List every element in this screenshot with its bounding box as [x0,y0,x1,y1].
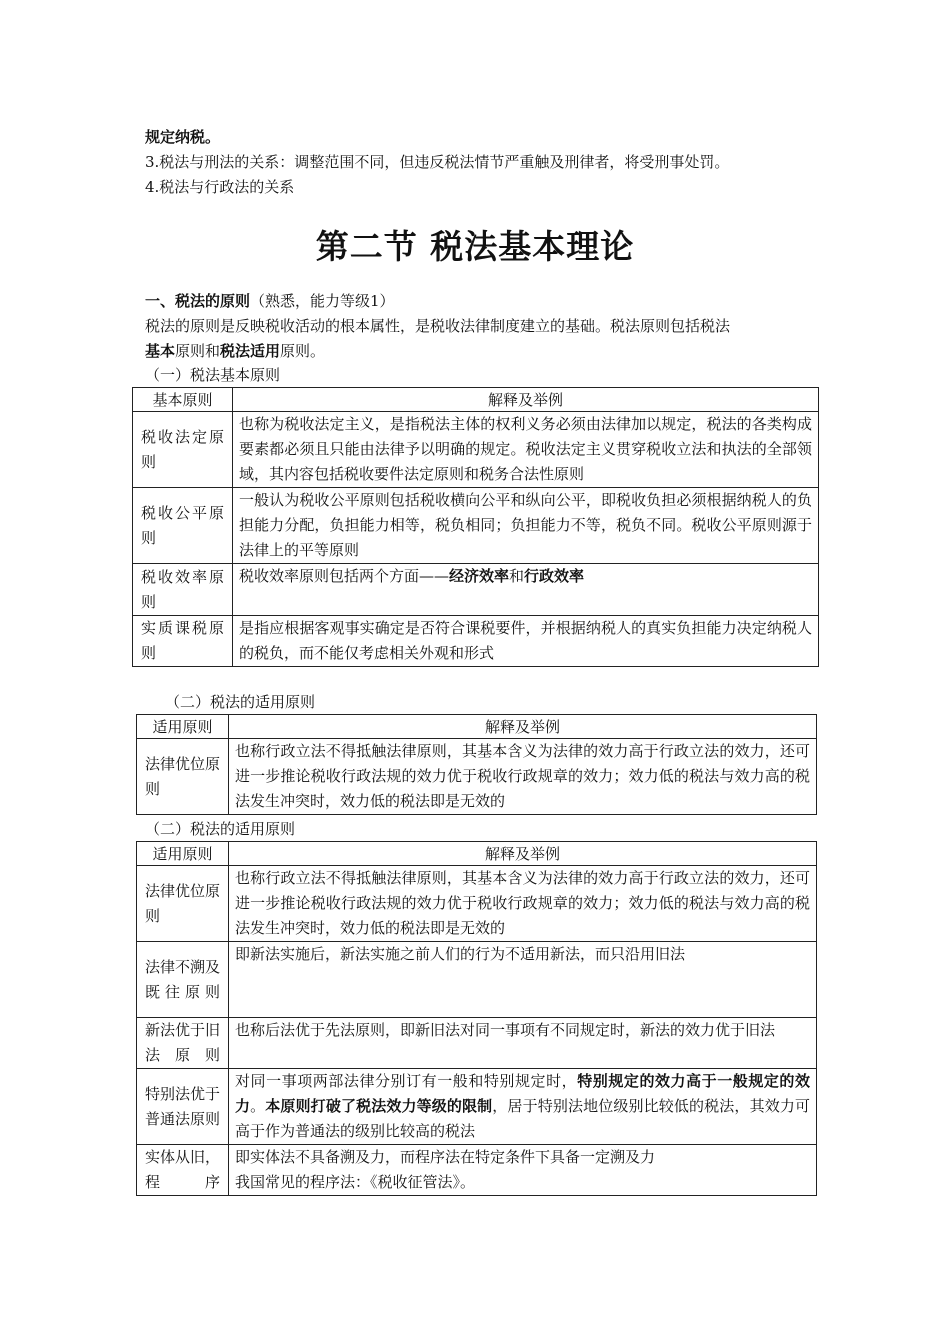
principles-mid: 原则和 [175,342,221,360]
principle-name: 实质课税原则 [133,616,233,667]
principle-explanation: 也称行政立法不得抵触法律原则，其基本含义为法律的效力高于行政立法的效力，还可进一步推论税收行政法规的效力优于税收行政规章的效力；效力低的税法与效力高的税法发生冲突时，效力低的税法即是无效的 [229,739,817,815]
principle-name: 税收公平原则 [133,488,233,564]
explanation-line: 我国常见的程序法：《税收征管法》。 [235,1173,476,1191]
principle-explanation: 即新法实施后，新法实施之前人们的行为不适用新法，而只沿用旧法 [229,942,817,1018]
table-row [137,1018,817,1069]
table-row [137,942,817,1018]
principles-heading-bold: 一、税法的原则 [145,292,251,310]
principle-name: 法律优位原则 [137,866,229,942]
principle-name: 实体从旧，程序 [137,1145,229,1196]
principles-paragraph-line1: 税法的原则是反映税收活动的根本属性，是税收法律制度建立的基础。税法原则包括税法 [145,317,731,335]
table-row [137,1069,817,1145]
principle-name: 特别法优于普通法原则 [137,1069,229,1145]
text-part: 。 [250,1097,266,1115]
table-row [133,488,819,564]
column-header: 解释及举例 [233,388,819,412]
bold-economic-efficiency: 经济效率 [449,567,510,585]
principle-name: 法律不溯及既往原则 [137,942,229,1018]
section-title: 第二节 税法基本理论 [315,227,635,266]
table1-caption: （一）税法基本原则 [145,366,281,384]
principles-heading-note: （熟悉，能力等级1） [250,292,395,310]
principle-explanation: 一般认为税收公平原则包括税收横向公平和纵向公平，即税收负担必须根据纳税人的负担能力分配，负担能力相等，税负相同；负担能力不等，税负不同。税收公平原则源于法律上的平等原则 [233,488,819,564]
bold-special-law-effect: 特别规定的效力高于一般规定的效力 [235,1072,810,1115]
intro-line-2: 3.税法与刑法的关系：调整范围不同，但违反税法情节严重触及刑律者，将受刑事处罚。 [145,153,730,171]
principle-explanation: 是指应根据客观事实确定是否符合课税要件，并根据纳税人的真实负担能力决定纳税人的税负，而不能仅考虑相关外观和形式 [233,616,819,667]
principle-explanation: 也称为税收法定主义，是指税法主体的权利义务必须由法律加以规定，税法的各类构成要素都必须且只能由法律予以明确的规定。税收法定主义贯穿税收立法和执法的全部领域，其内容包括税收要件法定原则和税务合法性原则 [233,412,819,488]
basic-principles-table [132,387,819,667]
intro-line-1: 规定纳税。 [145,128,221,146]
principle-name: 新法优于旧法原则 [137,1018,229,1069]
text-part: 税收效率原则包括两个方面—— [239,567,450,585]
table-row [133,412,819,488]
table-row [137,866,817,942]
column-header: 适用原则 [137,842,229,866]
principle-explanation [229,1145,817,1196]
intro-line-3: 4.税法与行政法的关系 [145,178,295,196]
principles-heading [145,290,395,312]
bold-administrative-efficiency: 行政效率 [524,567,585,585]
table-header-row [133,388,819,412]
principle-name: 税收法定原则 [133,412,233,488]
table-row [137,739,817,815]
application-principles-table-partial [136,714,817,815]
principle-name: 税收效率原则 [133,564,233,616]
bold-breaks-hierarchy: 本原则打破了税法效力等级的限制 [265,1097,493,1115]
principle-explanation: 也称行政立法不得抵触法律原则，其基本含义为法律的效力高于行政立法的效力，还可进一步推论税收行政法规的效力优于税收行政规章的效力；效力低的税法与效力高的税法发生冲突时，效力低的税法即是无效的 [229,866,817,942]
principles-bold-apply: 税法适用 [220,342,281,360]
principle-explanation: 也称后法优于先法原则，即新旧法对同一事项有不同规定时，新法的效力优于旧法 [229,1018,817,1069]
column-header: 解释及举例 [229,842,817,866]
principles-end: 原则。 [280,342,326,360]
application-principles-table [136,841,817,1196]
column-header: 解释及举例 [229,715,817,739]
explanation-line: 即实体法不具备溯及力，而程序法在特定条件下具备一定溯及力 [235,1148,656,1166]
principles-paragraph-line2 [145,340,325,362]
text-part: ，居于特别法地位级别比较低的税法，其效力可高于作为普通法的级别比较高的税法 [235,1097,810,1140]
text-part: 和 [509,567,525,585]
principle-explanation [229,1069,817,1145]
table3-caption: （二）税法的适用原则 [145,820,296,838]
column-header: 适用原则 [137,715,229,739]
principle-name: 法律优位原则 [137,739,229,815]
column-header: 基本原则 [133,388,233,412]
table-header-row [137,842,817,866]
principle-explanation [233,564,819,616]
table-row [133,616,819,667]
table-row [137,1145,817,1196]
table2-caption: （二）税法的适用原则 [165,693,316,711]
text-part: 对同一事项两部法律分别订有一般和特别规定时， [235,1072,578,1090]
principles-bold-basic: 基本 [145,342,176,360]
table-header-row [137,715,817,739]
table-row [133,564,819,616]
